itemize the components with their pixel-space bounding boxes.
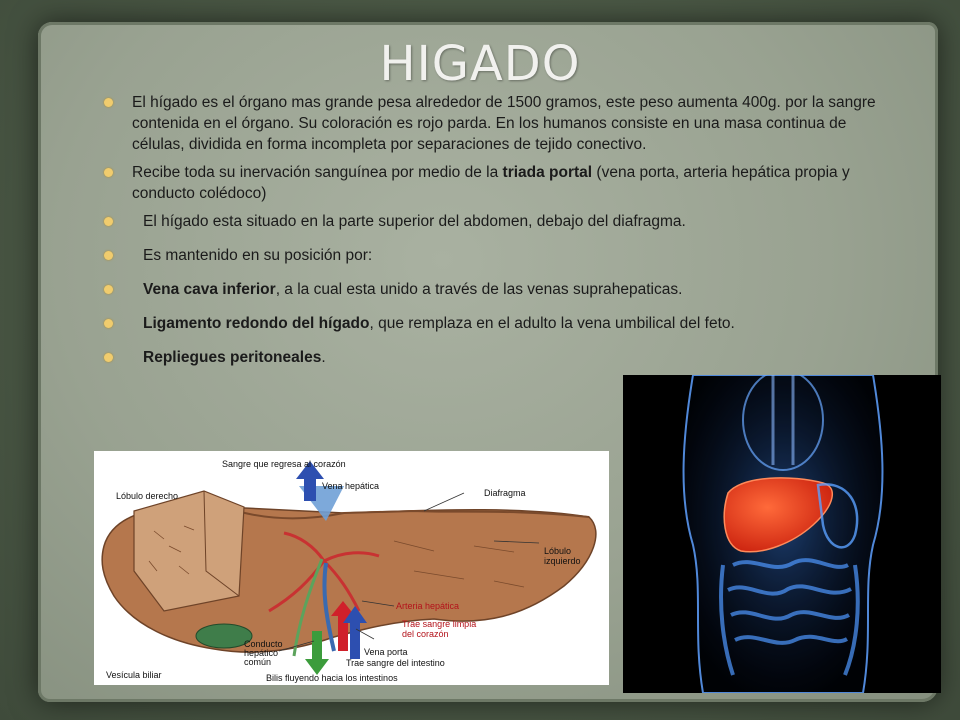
slide-title: HIGADO	[379, 36, 581, 92]
bullet-item	[104, 245, 884, 266]
bullet-bold-text: triada portal	[502, 164, 593, 181]
bullet-dot-icon	[104, 168, 113, 177]
bullet-dot-icon	[104, 251, 113, 260]
right-lobe-section	[134, 491, 244, 611]
bullet-dot-icon	[104, 285, 113, 294]
bullet-text: (vena porta, arteria hepática propia y conducto colédoco)	[132, 164, 850, 202]
label-vena-hepatica: Vena hepática	[322, 481, 380, 491]
label-trae-sangre-limpia-line1: Trae sangre limpia	[402, 619, 477, 629]
label-conducto-line1: Conducto	[244, 639, 283, 649]
label-diafragma: Diafragma	[484, 488, 526, 498]
label-lobulo-izquierdo-line2: izquierdo	[544, 556, 581, 566]
bullet-item	[104, 211, 884, 232]
bullet-dot-icon	[104, 217, 113, 226]
bullet-bold-text: Vena cava inferior	[143, 281, 276, 298]
bullet-item	[104, 347, 884, 368]
bullet-bold-text: Repliegues peritoneales	[143, 349, 322, 366]
label-bilis: Bilis fluyendo hacia los intestinos	[266, 673, 398, 683]
bullet-dot-icon	[104, 98, 113, 107]
bullet-text: , que remplaza en el adulto la vena umbilical del feto.	[369, 315, 735, 332]
label-conducto-line3: común	[244, 657, 272, 667]
bullet-list	[104, 92, 884, 381]
liver-anatomy-diagram	[94, 451, 609, 685]
bullet-item	[104, 162, 884, 204]
label-vesicula-biliar: Vesícula biliar	[106, 670, 162, 680]
bullet-item	[104, 313, 884, 334]
bullet-text: , a la cual esta unido a través de las venas suprahepaticas.	[275, 281, 683, 298]
anatomy-photo	[623, 375, 941, 693]
bullet-text: El hígado es el órgano mas grande pesa alrededor de 1500 gramos, este peso aumenta 400g. por la sangre contenida en el órgano. Su coloración es rojo parda. En los humanos consiste en una masa continua de células, dividida en forma incompleta por separaciones de tejido conectivo.	[132, 94, 876, 153]
label-lobulo-derecho: Lóbulo derecho	[116, 491, 179, 501]
bullet-dot-icon	[104, 319, 113, 328]
label-sangre-regresa: Sangre que regresa al corazón	[222, 459, 346, 469]
bullet-text: El hígado esta situado en la parte superior del abdomen, debajo del diafragma.	[143, 213, 686, 230]
bullet-item	[104, 279, 884, 300]
label-lobulo-izquierdo-line1: Lóbulo	[544, 546, 572, 556]
label-trae-sangre-limpia-line2: del corazón	[402, 629, 449, 639]
translucent-torso-illustration	[623, 375, 941, 693]
label-arteria-hepatica: Arteria hepática	[396, 601, 460, 611]
bullet-dot-icon	[104, 353, 113, 362]
label-vena-porta: Vena porta	[364, 647, 408, 657]
bullet-text: Es mantenido en su posición por:	[143, 247, 373, 264]
bullet-bold-text: Ligamento redondo del hígado	[143, 315, 370, 332]
bullet-text: Recibe toda su inervación sanguínea por medio de la	[132, 164, 503, 181]
bullet-item	[104, 92, 884, 155]
bullet-text: .	[321, 349, 326, 366]
label-conducto-line2: hepático	[244, 648, 279, 658]
label-trae-sangre-intestino: Trae sangre del intestino	[346, 658, 445, 668]
